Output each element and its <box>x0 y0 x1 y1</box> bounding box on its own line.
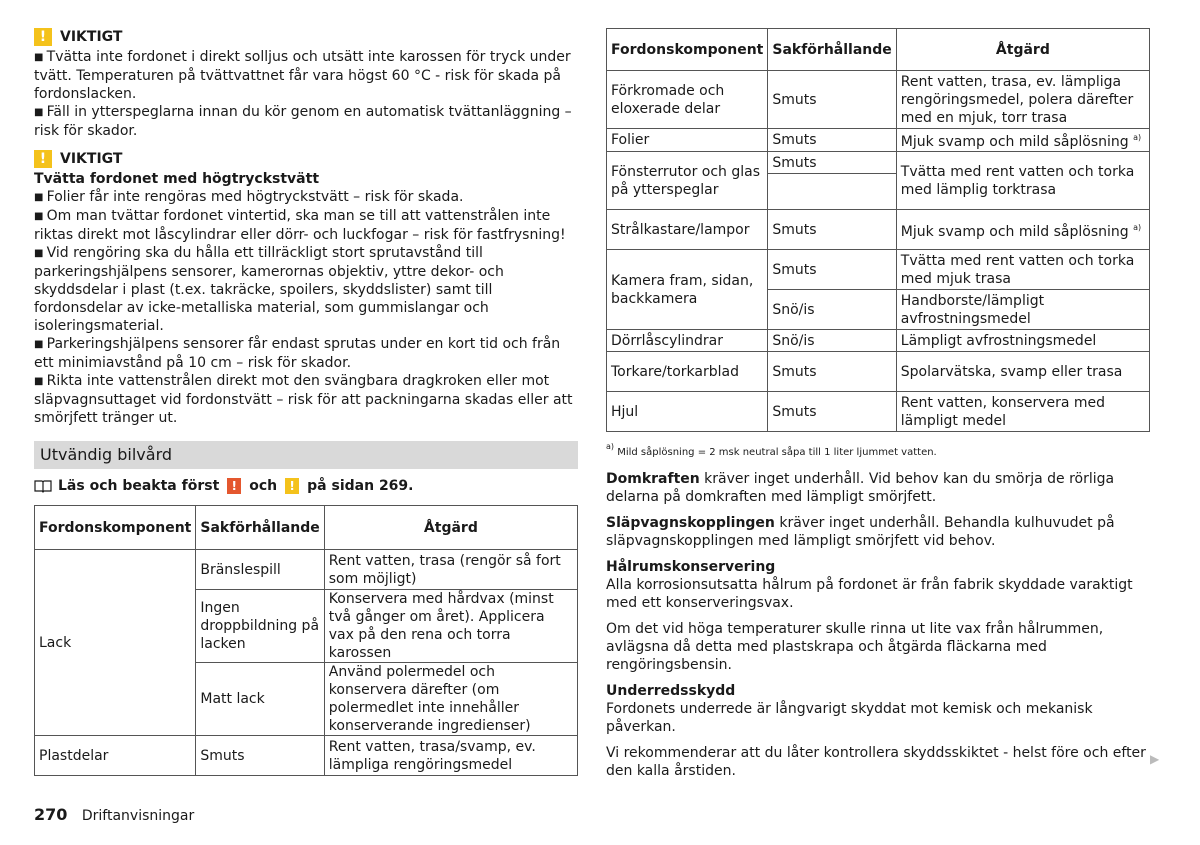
cell-component: Fönsterrutor och glas på ytterspeglar <box>607 152 768 210</box>
cell-condition: Snö/is <box>768 330 896 352</box>
action-text: Mjuk svamp och mild såplösning <box>900 223 1129 240</box>
cell-component: Lack <box>35 550 196 736</box>
table-row <box>607 71 1150 129</box>
table-row <box>607 250 1150 290</box>
danger-icon: ! <box>227 478 241 494</box>
warning-line: ■ Vid rengöring ska du hålla ett tillräckligt stort sprutavstånd till parkeringshjälpens sensorer, kamerornas objektiv, yttre dekor- och skyddsdelar i plast (t.ex. takräcke, spoilers, skyddslister) samt till fordonsdelar av icke-metalliska material, som gummislangar och isoleringsmaterial. <box>34 244 578 335</box>
book-icon <box>34 479 52 493</box>
right-column <box>606 28 1150 788</box>
footnote-ref: a) <box>1133 222 1142 232</box>
cell-action: Spolarvätska, svamp eller trasa <box>896 352 1149 392</box>
cell-action: Rent vatten, trasa/svamp, ev. lämpliga rengöringsmedel <box>324 736 577 776</box>
cell-condition: Smuts <box>768 71 896 129</box>
cell-condition: Snö/is <box>768 290 896 330</box>
table-row <box>607 330 1150 352</box>
cell-action: Handborste/lämpligt avfrostningsmedel <box>896 290 1149 330</box>
read-and: och <box>249 478 278 494</box>
table-header-row <box>35 506 578 550</box>
left-column <box>34 28 578 776</box>
cell-action: Tvätta med rent vatten och torka med mjuk trasa <box>896 250 1149 290</box>
cell-condition: Matt lack <box>196 663 324 736</box>
warning-line: ■ Folier får inte rengöras med högtryckstvätt – risk för skada. <box>34 188 578 207</box>
read-suffix: på sidan 269. <box>307 478 414 494</box>
cell-action: Rent vatten, trasa (rengör så fort som möjligt) <box>324 550 577 590</box>
table-row <box>607 392 1150 432</box>
cell-action <box>896 129 1149 152</box>
cell-condition: Smuts <box>768 392 896 432</box>
paragraph-recommend: Vi rekommenderar att du låter kontrollera skyddsskiktet - helst före och efter den kalla årstiden. <box>606 745 1146 779</box>
read-prefix: Läs och beakta först <box>58 478 220 494</box>
cell-component: Torkare/torkarblad <box>607 352 768 392</box>
paragraph-underbody: Fordonets underrede är långvarigt skyddat mot kemisk och mekanisk påverkan. <box>606 701 1093 735</box>
paragraph-text: kräver inget underhåll. Vid behov kan du smörja de rörliga delarna på domkraften med lämpligt smörjfett. <box>606 471 1115 505</box>
paragraph-text: kräver inget underhåll. Behandla kulhuvudet på släpvagnskopplingen med lämpligt smörjfett vid behov. <box>606 515 1115 549</box>
cell-condition-empty <box>768 174 896 210</box>
cell-action: Konservera med hårdvax (minst två gånger om året). Applicera vax på den rena och torra karossen <box>324 590 577 663</box>
warning-line: ■ Om man tvättar fordonet vintertid, ska man se till att vattenstrålen inte riktas direkt mot låscylindrar eller dörr- och luckfogar – risk för fastfrysning! <box>34 207 578 244</box>
warning-title: VIKTIGT <box>60 29 123 45</box>
action-text: Mjuk svamp och mild såplösning <box>900 134 1129 150</box>
cell-action: Tvätta med rent vatten och torka med lämplig torktrasa <box>896 152 1149 210</box>
warning-line: ■ Fäll in ytterspeglarna innan du kör genom en automatisk tvättanläggning – risk för skador. <box>34 103 578 140</box>
cell-action: Rent vatten, konservera med lämpligt medel <box>896 392 1149 432</box>
warning-title: VIKTIGT <box>60 151 123 167</box>
warning-block-1 <box>34 28 578 140</box>
warning-subtitle: Tvätta fordonet med högtryckstvätt <box>34 171 320 187</box>
footnote-text: Mild såplösning = 2 msk neutral såpa till 1 liter ljummet vatten. <box>617 447 937 458</box>
cell-component: Förkromade och eloxerade delar <box>607 71 768 129</box>
cell-condition: Smuts <box>768 210 896 250</box>
header-condition: Sakförhållande <box>768 29 896 71</box>
paragraph-towbar <box>606 514 1150 550</box>
exterior-care-table <box>34 505 578 776</box>
cell-component: Hjul <box>607 392 768 432</box>
read-first-note <box>34 477 578 495</box>
table-footnote <box>606 438 1150 462</box>
component-care-table <box>606 28 1150 432</box>
footer-section: Driftanvisningar <box>81 808 195 824</box>
warning-icon: ! <box>34 28 52 46</box>
cell-action: Rent vatten, trasa, ev. lämpliga rengöringsmedel, polera därefter med en mjuk, torr trasa <box>896 71 1149 129</box>
warning-heading <box>34 150 578 168</box>
header-action: Åtgärd <box>324 506 577 550</box>
cell-condition: Ingen droppbildning på lacken <box>196 590 324 663</box>
cell-component: Dörrlåscylindrar <box>607 330 768 352</box>
page-footer <box>34 806 194 825</box>
cell-condition: Smuts <box>768 152 896 174</box>
paragraph-wax: Om det vid höga temperaturer skulle rinna ut lite vax från hålrummen, avlägsna då detta med plastskrapa och åtgärda fläckarna med rengöringsbensin. <box>606 621 1104 673</box>
footnote-ref: a) <box>1133 133 1142 142</box>
heading-underbody: Underredsskydd <box>606 683 736 699</box>
cell-component: Kamera fram, sidan, backkamera <box>607 250 768 330</box>
warning-heading <box>34 28 578 46</box>
cell-component: Strålkastare/lampor <box>607 210 768 250</box>
table-row <box>607 129 1150 152</box>
term-jack: Domkraften <box>606 471 700 487</box>
cell-component: Plastdelar <box>35 736 196 776</box>
cell-action: Lämpligt avfrostningsmedel <box>896 330 1149 352</box>
table-row <box>35 736 578 776</box>
table-row <box>607 352 1150 392</box>
cell-action: Använd polermedel och konservera därefter (om polermedlet inte innehåller konserverande ingredienser) <box>324 663 577 736</box>
footnote-mark: a) <box>606 442 615 451</box>
table-row <box>607 152 1150 174</box>
table-header-row <box>607 29 1150 71</box>
section-title: Utvändig bilvård <box>34 441 578 469</box>
warning-icon: ! <box>285 478 299 494</box>
warning-line: ■ Rikta inte vattenstrålen direkt mot den svängbara dragkroken eller mot släpvagnsuttaget vid fordonstvätt – risk för att packningarna skadas eller att smörjfett tränger ut. <box>34 372 578 427</box>
paragraph-cavity: Alla korrosionsutsatta hålrum på fordonet är från fabrik skyddade varaktigt med ett konserveringsvax. <box>606 577 1133 611</box>
cell-condition: Smuts <box>768 129 896 152</box>
next-page-arrow-icon: ▶ <box>1150 752 1160 766</box>
cell-action <box>896 210 1149 250</box>
warning-icon: ! <box>34 150 52 168</box>
header-component: Fordonskomponent <box>35 506 196 550</box>
table-row <box>607 210 1150 250</box>
page-number: 270 <box>34 805 68 824</box>
cell-condition: Smuts <box>196 736 324 776</box>
cell-condition: Smuts <box>768 352 896 392</box>
header-component: Fordonskomponent <box>607 29 768 71</box>
heading-cavity: Hålrumskonservering <box>606 559 776 575</box>
cell-condition: Bränslespill <box>196 550 324 590</box>
cell-component: Folier <box>607 129 768 152</box>
warning-line: ■ Parkeringshjälpens sensorer får endast sprutas under en kort tid och från ett minimiavstånd på 10 cm – risk för skador. <box>34 335 578 372</box>
term-towbar: Släpvagnskopplingen <box>606 515 775 531</box>
warning-line: ■ Tvätta inte fordonet i direkt solljus och utsätt inte karossen för tryck under tvätt. Temperaturen på tvättvattnet får vara högst 60 °C - risk för skada på fordonslacken. <box>34 48 578 103</box>
warning-block-2 <box>34 150 578 427</box>
paragraph-jack <box>606 470 1150 506</box>
header-condition: Sakförhållande <box>196 506 324 550</box>
table-row <box>35 550 578 590</box>
cell-condition: Smuts <box>768 250 896 290</box>
header-action: Åtgärd <box>896 29 1149 71</box>
